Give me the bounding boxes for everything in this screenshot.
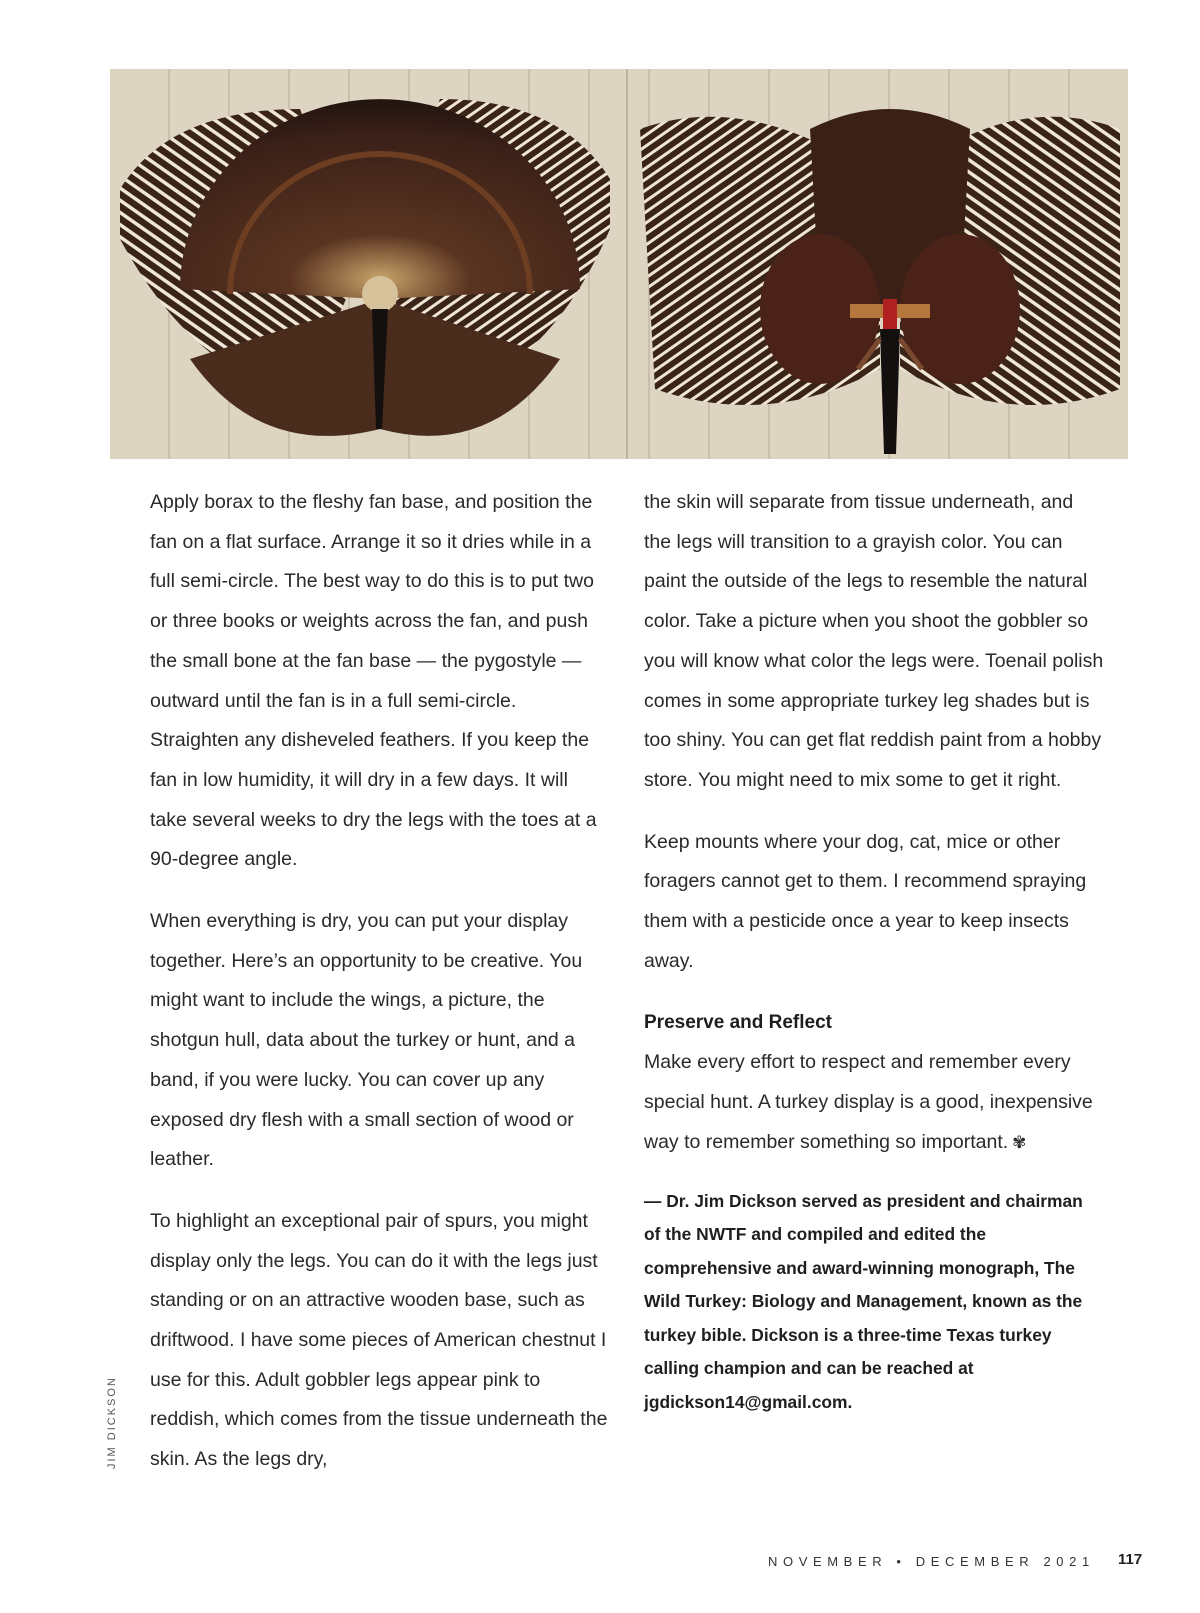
closing-paragraph [644, 1043, 1104, 1162]
right-text-column [644, 483, 1104, 1441]
turkey-mount-photos [110, 69, 1128, 459]
body-paragraph: To highlight an exceptional pair of spurs, you might display only the legs. You can do it with the legs just standing or on an attractive wooden base, such as driftwood. I have some pieces of American chestnut I use for this. Adult gobbler legs appear pink to reddish, which comes from the tissue underneath the skin. As the legs dry, [150, 1209, 608, 1471]
page-number: 117 [1118, 1551, 1143, 1568]
body-paragraph: Apply borax to the fleshy fan base, and position the fan on a flat surface. Arrange it so it dries while in a full semi-circle. The best way to do this is to put two or three books or weights across the fan, and push the small bone at the fan base — the pygostyle — outward until the fan is in a full semi-circle. Straighten any disheveled feathers. If you keep the fan in low humidity, it will dry in a few days. It will take several weeks to dry the legs with the toes at a 90-degree angle. [150, 491, 597, 871]
turkey-track-icon: ✾ [1012, 1132, 1027, 1152]
photo-credit: JIM DICKSON [106, 1376, 118, 1469]
author-bio: — Dr. Jim Dickson served as president and chairman of the NWTF and compiled and edited the comprehensive and award-winning monograph, The Wild Turkey: Biology and Management, known as the turkey bible. Dickson is a three-time Texas turkey calling champion and can be reached at jgdickson14@gmail.com. [644, 1190, 1083, 1412]
left-text-column [150, 483, 610, 1502]
closing-paragraph-text: Make every effort to respect and remember every special hunt. A turkey display is a good, inexpensive way to remember something so important. [644, 1051, 1093, 1153]
photo-strip [110, 69, 1128, 459]
body-paragraph: the skin will separate from tissue underneath, and the legs will transition to a grayish color. You can paint the outside of the legs to resemble the natural color. Take a picture when you shoot the gobbler so you will know what color the legs were. Toenail polish comes in some appropriate turkey leg shades but is too shiny. You can get flat reddish paint from a hobby store. You might need to mix some to get it right. [644, 491, 1104, 791]
body-paragraph: Keep mounts where your dog, cat, mice or other foragers cannot get to them. I recommend spraying them with a pesticide once a year to keep insects away. [644, 830, 1087, 972]
issue-date: NOVEMBER • DECEMBER 2021 [768, 1554, 1095, 1569]
body-paragraph: When everything is dry, you can put your display together. Here’s an opportunity to be creative. You might want to include the wings, a picture, the shotgun hull, data about the turkey or hunt, and a band, if you were lucky. You can cover up any exposed dry flesh with a small section of wood or leather. [150, 910, 583, 1171]
section-heading: Preserve and Reflect [644, 1012, 832, 1034]
